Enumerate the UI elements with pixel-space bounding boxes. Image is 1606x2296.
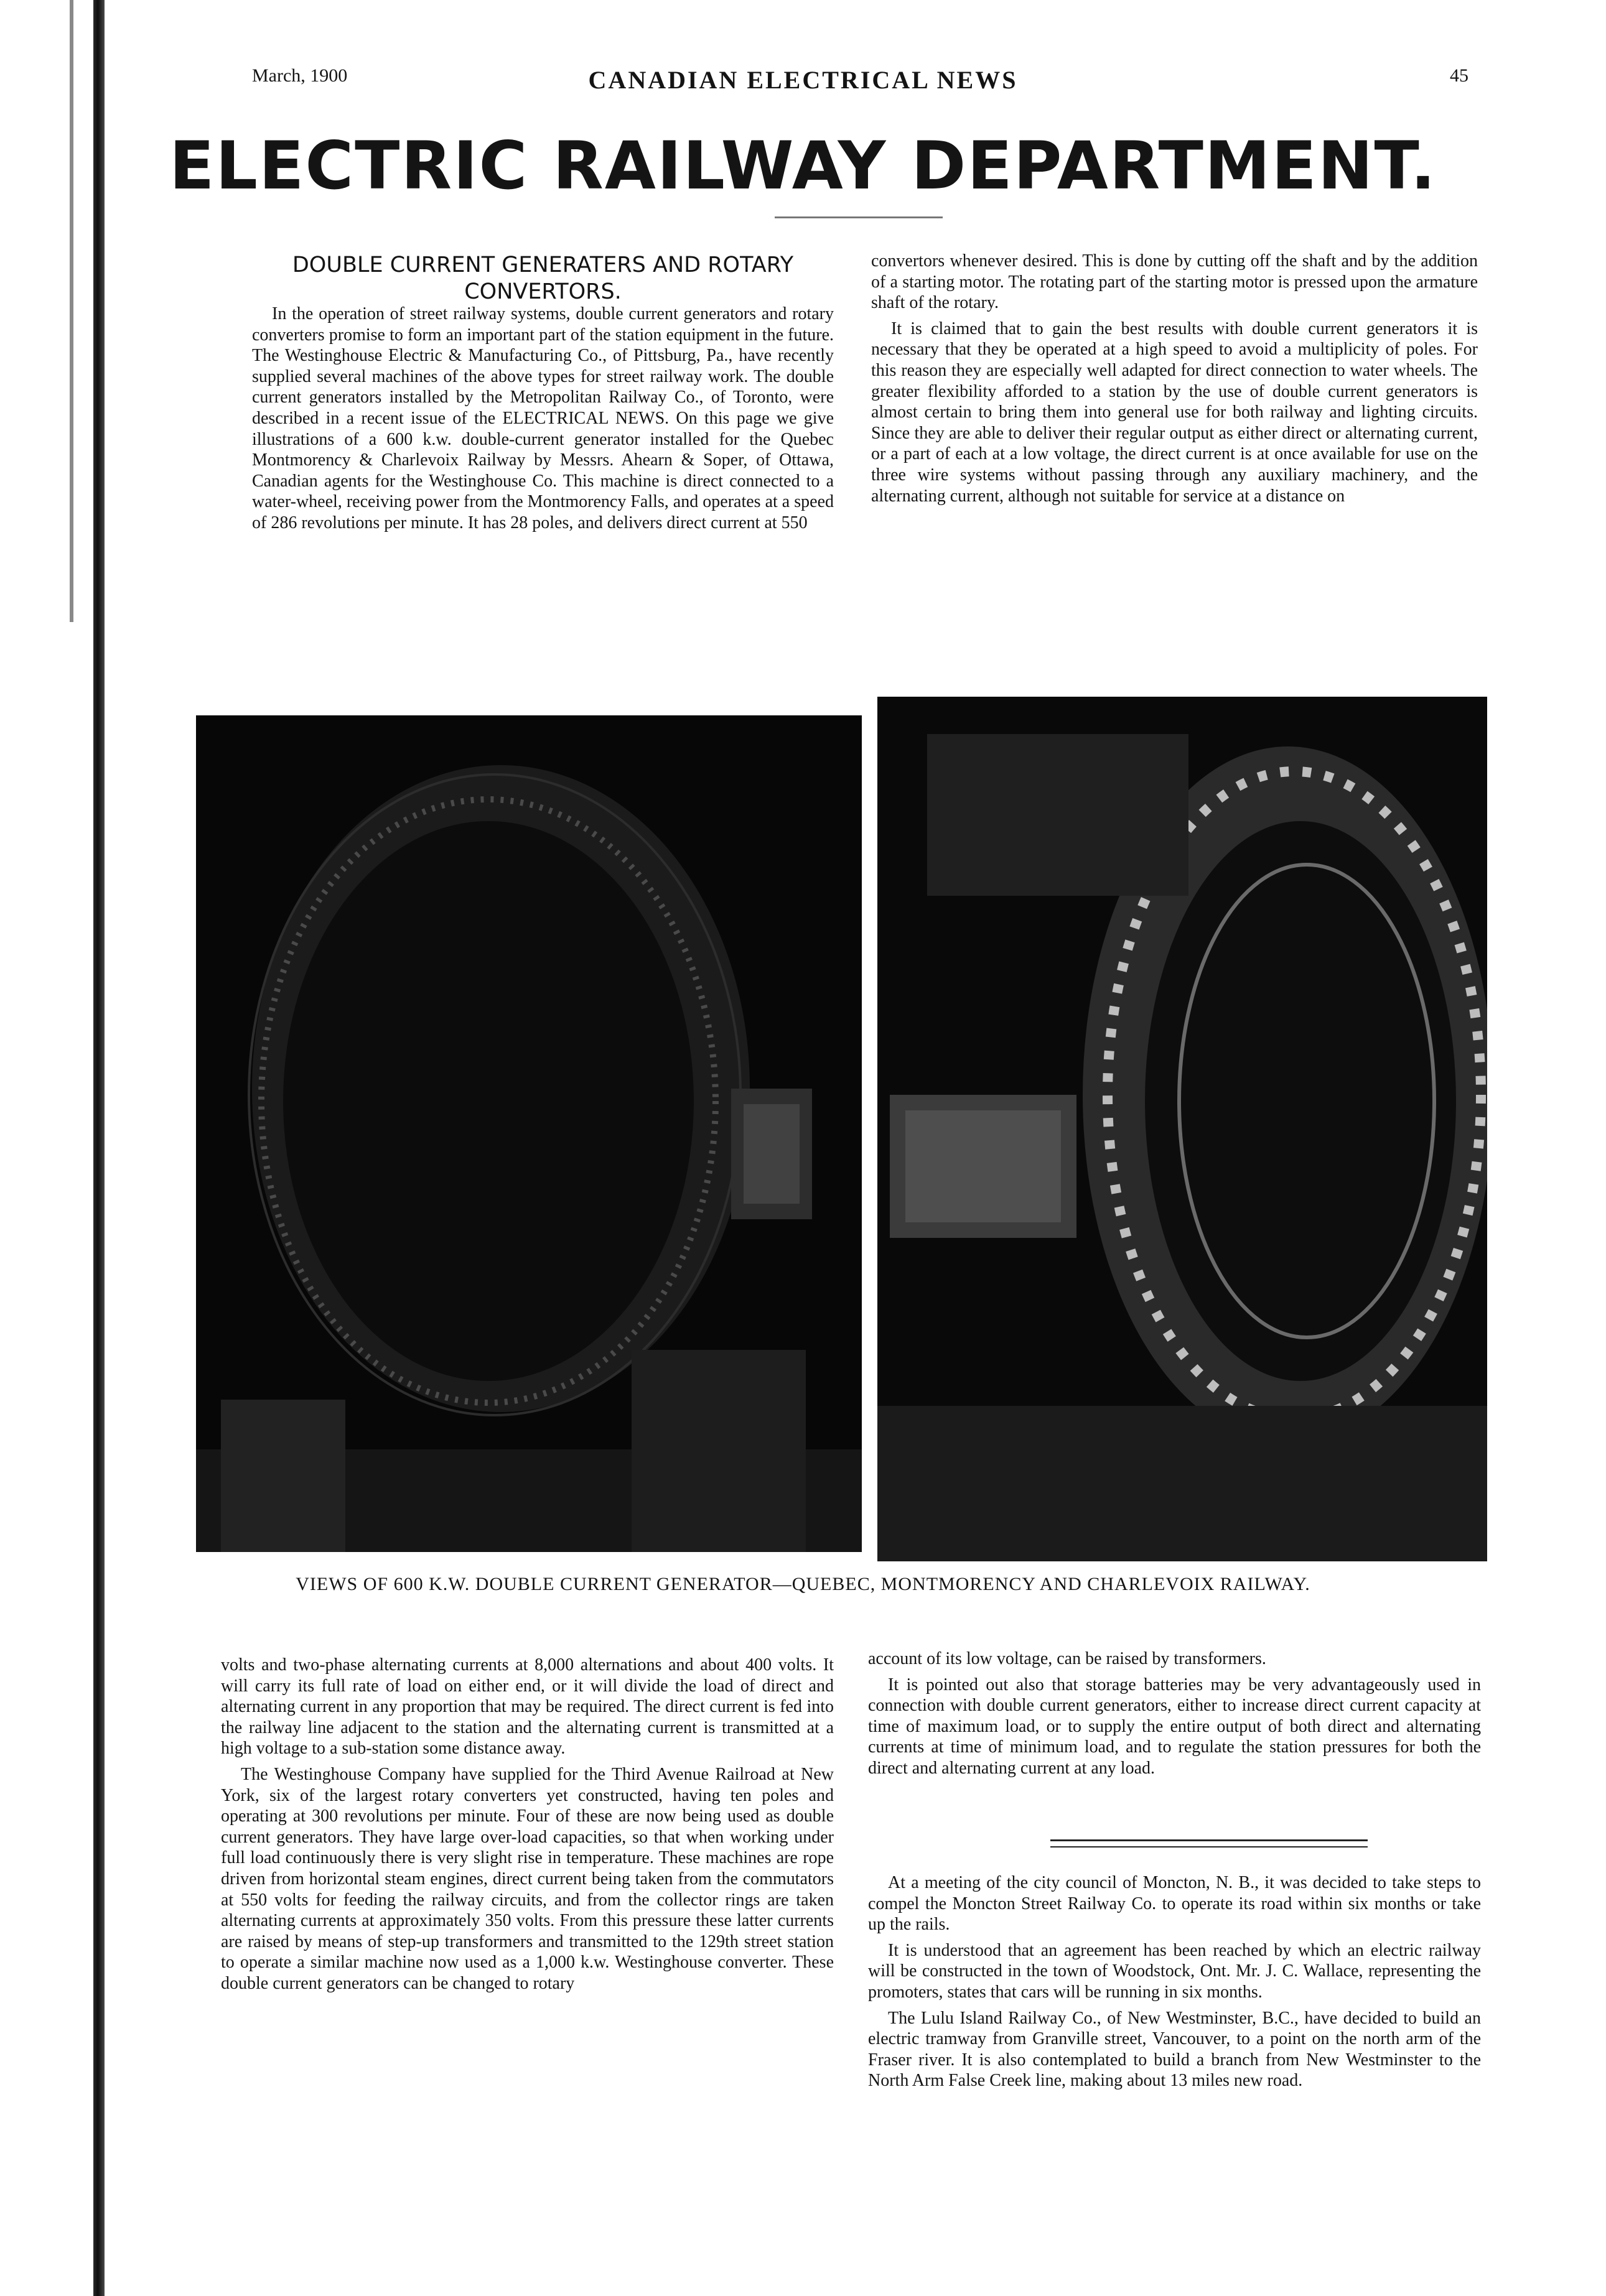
article-paragraph: convertors whenever desired. This is done by cutting off the shaft and by the addition of a starting motor. The rotating part of the starting motor is pressed upon the armature shaft of the rotary. [871, 251, 1478, 313]
article-paragraph: The Westinghouse Company have supplied for the Third Avenue Railroad at New York, six of the largest rotary converters yet constructed, having ten poles and operating at 300 revolutions per minute. Four of these are now being used as double current generators. They have large over-load capacities, so that when working under full load continuously there is very slight rise in temperature. These machines are rope driven from horizontal steam engines, direct current being taken from the commutators at 550 volts for feeding the railway circuits, and from the collector rings are taken alternating currents at approximately 350 volts. From this pressure these latter currents are raised by means of step-up transformers and transmitted to the 129th street station to operate a similar machine now used as a 1,000 k.w. Westinghouse converter. These double current generators can be changed to rotary [221, 1764, 834, 1993]
news-items [868, 1872, 1481, 2091]
figure-caption: VIEWS OF 600 K.W. DOUBLE CURRENT GENERATOR—QUEBEC, MONTMORENCY AND CHARLEVOIX RAILWAY. [296, 1574, 1310, 1594]
generator-photo-right-image [877, 697, 1487, 1561]
article-paragraph: volts and two-phase alternating currents at 8,000 alternations and about 400 volts. It will carry its full rate of load on either end, or it will divide the load of direct and alternating current in any proportion that may be required. The direct current is fed into the railway line adjacent to the station and the alternating current is transmitted at a high voltage to a sub-station some distance away. [221, 1655, 834, 1759]
department-heading: ELECTRIC RAILWAY DEPARTMENT. [169, 128, 1437, 204]
running-head-date: March, 1900 [252, 65, 348, 86]
news-item: The Lulu Island Railway Co., of New Westminster, B.C., have decided to build an electric tramway from Granville street, Vancouver, to a point on the north arm of the Fraser river. It is also contemplated to build a branch from New Westminster to the North Arm False Creek line, making about 13 miles new road. [868, 2008, 1481, 2091]
article-paragraph: In the operation of street railway systems, double current generators and rotary converters promise to form an important part of the station equipment in the future. The Westinghouse Electric & Manufacturing Co., of Pittsburg, Pa., have recently supplied several machines of the above types for street railway work. The double current generators installed by the Metropolitan Railway Co., of Toronto, were described in a recent issue of the ELECTRICAL NEWS. On this page we give illustrations of a 600 k.w. double-current generator installed for the Quebec Montmorency & Charlevoix Railway by Messrs. Ahearn & Soper, of Ottawa, Canadian agents for the Westinghouse Co. This machine is direct connected to a water-wheel, receiving power from the Montmorency Falls, and operates at a speed of 286 revolutions per minute. It has 28 poles, and delivers direct current at 550 [252, 304, 834, 532]
section-divider [1050, 1839, 1368, 1841]
running-head-journal-title: CANADIAN ELECTRICAL NEWS [588, 66, 1018, 94]
article-title: DOUBLE CURRENT GENERATERS AND ROTARY CONVERTORS. [292, 253, 794, 304]
generator-photo-left-image [196, 715, 862, 1552]
running-head-page-number: 45 [1450, 65, 1468, 86]
section-divider [1050, 1846, 1368, 1847]
article-column-3 [221, 1655, 834, 1994]
article-paragraph: account of its low voltage, can be raised by transformers. [868, 1649, 1266, 1668]
article-column-1 [252, 304, 834, 534]
article-column-4 [868, 1648, 1481, 1779]
news-item: It is understood that an agreement has been reached by which an electric railway will be constructed in the town of Woodstock, Ont. Mr. J. C. Wallace, representing the promoters, states that cars will be running in six months. [868, 1940, 1481, 2002]
article-column-2 [871, 251, 1478, 506]
article-paragraph: It is pointed out also that storage batteries may be very advantageously used in connection with double current generators, either to increase direct current capacity at time of maximum load, or to supply the entire output of both direct and alternating currents at time of minimum load, and to regulate the station pressures for both the direct and alternating current at any load. [868, 1675, 1481, 1778]
page-binding-edge [93, 0, 105, 2296]
generator-photo-left [196, 715, 862, 1552]
heading-rule [775, 216, 943, 218]
generator-photo-right [877, 697, 1487, 1561]
article-paragraph: It is claimed that to gain the best results with double current generators it is necessary that they be operated at a high speed to avoid a multiplicity of poles. For this reason they are especially well adapted for direct connection to water wheels. The greater flexibility afforded to a station by the use of double current generators is almost certain to bring them into general use for both railway and lighting circuits. Since they are able to deliver their regular output as either direct or alternating current, or a part of each at a low voltage, the direct current is at once available for use on the three wire systems without passing through any auxiliary machinery, and the alternating current, although not suitable for service at a distance on [871, 318, 1478, 506]
news-item: At a meeting of the city council of Moncton, N. B., it was decided to take steps to compel the Moncton Street Railway Co. to operate its road within six months or take up the rails. [868, 1873, 1481, 1935]
